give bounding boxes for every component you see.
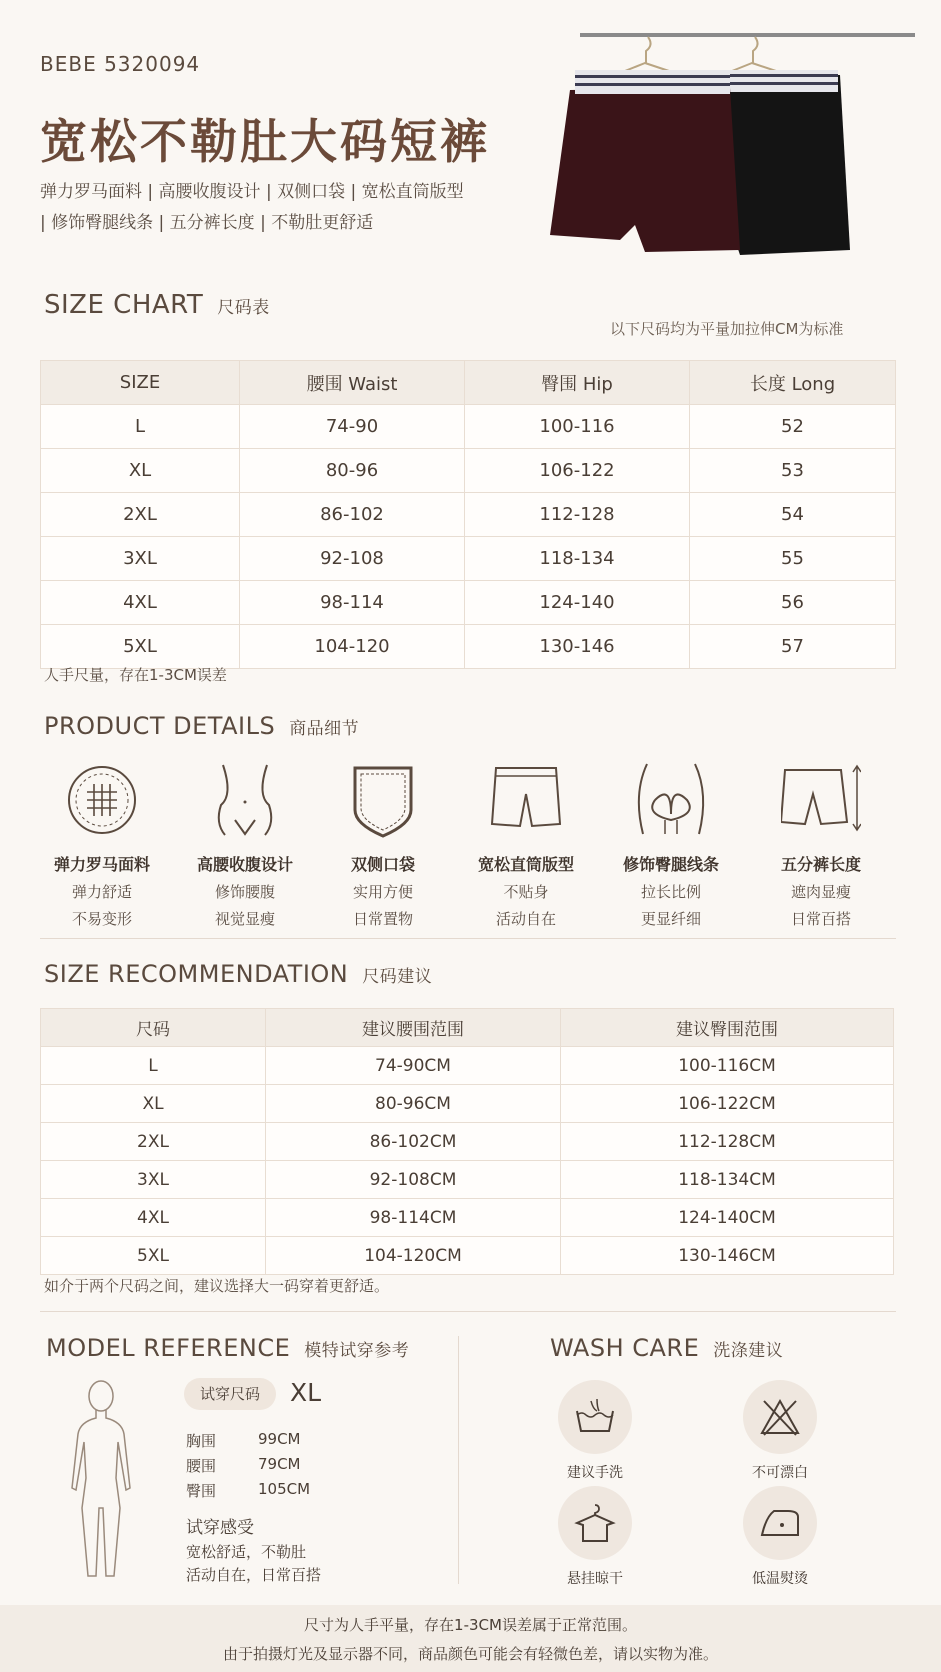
details-title: PRODUCT DETAILS	[44, 712, 276, 740]
detail-item-fabric	[27, 760, 177, 929]
table-cell: 106-122	[465, 449, 690, 493]
detail-desc: 活动自在	[495, 910, 556, 928]
table-cell: 80-96CM	[266, 1085, 561, 1123]
table-cell: 4XL	[41, 1199, 266, 1237]
footer-notice	[0, 1605, 941, 1672]
table-row	[41, 1237, 894, 1275]
table-cell: 86-102	[240, 493, 465, 537]
model-figure-icon	[62, 1378, 140, 1580]
table-header: 建议臀围范围	[561, 1009, 894, 1047]
detail-desc: 弹力舒适	[71, 883, 132, 901]
detail-label: 五分裤长度	[780, 855, 861, 874]
table-cell: 55	[690, 537, 896, 581]
wash-item-low-iron	[725, 1486, 835, 1588]
model-heading	[46, 1334, 409, 1362]
table-row	[41, 405, 896, 449]
table-row	[41, 1161, 894, 1199]
wash-item-hand	[540, 1380, 650, 1482]
table-cell: 54	[690, 493, 896, 537]
table-row	[41, 1199, 894, 1237]
table-cell: 124-140CM	[561, 1199, 894, 1237]
measure-label: 腰围	[186, 1457, 217, 1475]
table-cell: 130-146	[465, 625, 690, 669]
feature-line-1: 弹力罗马面料 | 高腰收腹设计 | 双侧口袋 | 宽松直筒版型	[40, 182, 464, 202]
hip-icon	[631, 760, 711, 840]
product-code: BEBE 5320094	[40, 52, 201, 76]
table-row	[41, 625, 896, 669]
wash-title: WASH CARE	[550, 1334, 700, 1362]
details-title-cn: 商品细节	[289, 719, 360, 739]
pocket-icon	[343, 760, 423, 840]
wash-label: 不可漂白	[752, 1465, 808, 1481]
detail-label: 宽松直筒版型	[477, 855, 574, 874]
table-cell: 74-90	[240, 405, 465, 449]
footer-line: 尺寸为人手平量，存在1-3CM误差属于正常范围。	[304, 1616, 637, 1634]
table-cell: 124-140	[465, 581, 690, 625]
detail-item-pocket	[308, 760, 458, 929]
table-cell: 118-134CM	[561, 1161, 894, 1199]
table-cell: 98-114CM	[266, 1199, 561, 1237]
low-iron-icon	[758, 1503, 802, 1543]
recommendation-heading	[44, 960, 432, 988]
detail-desc: 遮肉显瘦	[790, 883, 851, 901]
detail-desc: 日常百搭	[790, 910, 851, 928]
detail-item-shorts	[451, 760, 601, 929]
table-cell: XL	[41, 449, 240, 493]
wash-label: 建议手洗	[567, 1465, 623, 1481]
table-header: SIZE	[41, 361, 240, 405]
wash-title-cn: 洗涤建议	[713, 1341, 784, 1361]
recommendation-title-cn: 尺码建议	[362, 967, 433, 987]
wash-heading	[550, 1334, 783, 1362]
feature-line-2: | 修饰臀腿线条 | 五分裤长度 | 不勒肚更舒适	[40, 213, 374, 233]
table-cell: 92-108	[240, 537, 465, 581]
table-header: 长度 Long	[690, 361, 896, 405]
detail-desc: 视觉显瘦	[214, 910, 275, 928]
product-photo	[550, 30, 920, 275]
waist-icon	[205, 760, 285, 840]
table-cell: 4XL	[41, 581, 240, 625]
fit-feel-line: 宽松舒适，不勒肚	[186, 1543, 307, 1561]
product-title: 宽松不勒肚大码短裤	[40, 115, 490, 170]
table-cell: 104-120	[240, 625, 465, 669]
vertical-divider	[458, 1336, 459, 1584]
hanger-icon	[615, 37, 788, 75]
table-cell: 5XL	[41, 1237, 266, 1275]
hang-dry-icon	[573, 1501, 617, 1545]
table-cell: 112-128CM	[561, 1123, 894, 1161]
fit-feel-line: 活动自在，日常百搭	[186, 1566, 322, 1584]
fabric-icon	[62, 760, 142, 840]
table-row	[41, 1047, 894, 1085]
table-cell: 80-96	[240, 449, 465, 493]
table-cell: 86-102CM	[266, 1123, 561, 1161]
size-chart-heading	[44, 290, 270, 320]
model-size-tag: 试穿尺码	[184, 1378, 276, 1410]
recommendation-footnote: 如介于两个尺码之间，建议选择大一码穿着更舒适。	[44, 1277, 390, 1295]
detail-label: 弹力罗马面料	[53, 855, 150, 874]
detail-desc: 更显纤细	[640, 910, 701, 928]
table-cell: 52	[690, 405, 896, 449]
size-chart-title-cn: 尺码表	[217, 298, 270, 318]
table-header-row	[41, 1009, 894, 1047]
table-cell: XL	[41, 1085, 266, 1123]
measure-value: 105CM	[258, 1480, 311, 1498]
table-header: 尺码	[41, 1009, 266, 1047]
table-cell: 100-116CM	[561, 1047, 894, 1085]
table-cell: 5XL	[41, 625, 240, 669]
size-chart-title: SIZE CHART	[44, 290, 204, 320]
table-cell: 2XL	[41, 493, 240, 537]
table-row	[41, 581, 896, 625]
table-cell: 2XL	[41, 1123, 266, 1161]
detail-label: 双侧口袋	[350, 855, 415, 874]
detail-desc: 实用方便	[352, 883, 413, 901]
detail-item-length	[746, 760, 896, 929]
table-cell: 106-122CM	[561, 1085, 894, 1123]
wash-label: 悬挂晾干	[567, 1571, 623, 1587]
size-chart-note: 以下尺码均为平量加拉伸CM为标准	[610, 320, 844, 338]
detail-desc: 修饰腰腹	[214, 883, 275, 901]
wash-item-no-bleach	[725, 1380, 835, 1482]
detail-label: 高腰收腹设计	[196, 855, 293, 874]
fit-feel-title: 试穿感受	[186, 1518, 254, 1538]
size-recommendation-table	[40, 1008, 894, 1275]
detail-label: 修饰臀腿线条	[622, 855, 719, 874]
table-header: 建议腰围范围	[266, 1009, 561, 1047]
wash-label: 低温熨烫	[752, 1571, 808, 1587]
hand-wash-icon	[573, 1397, 617, 1437]
table-header-row	[41, 361, 896, 405]
table-header: 腰围 Waist	[240, 361, 465, 405]
wash-item-hang-dry	[540, 1486, 650, 1588]
detail-desc: 不易变形	[71, 910, 132, 928]
table-cell: 74-90CM	[266, 1047, 561, 1085]
no-bleach-icon	[758, 1397, 802, 1437]
size-chart-table	[40, 360, 896, 669]
footer-line: 由于拍摄灯光及显示器不同，商品颜色可能会有轻微色差，请以实物为准。	[222, 1645, 718, 1663]
table-cell: 56	[690, 581, 896, 625]
table-cell: 92-108CM	[266, 1161, 561, 1199]
table-cell: 118-134	[465, 537, 690, 581]
measure-value: 99CM	[258, 1430, 301, 1448]
table-row	[41, 1085, 894, 1123]
size-chart-footnote: 人手尺量，存在1-3CM误差	[44, 666, 227, 684]
table-cell: 57	[690, 625, 896, 669]
table-cell: 100-116	[465, 405, 690, 449]
burgundy-shorts	[550, 70, 740, 252]
measure-value: 79CM	[258, 1455, 301, 1473]
detail-desc: 不贴身	[503, 883, 549, 901]
model-title-cn: 模特试穿参考	[304, 1341, 410, 1361]
table-cell: 98-114	[240, 581, 465, 625]
detail-desc: 日常置物	[352, 910, 413, 928]
detail-item-hip	[596, 760, 746, 929]
table-cell: L	[41, 1047, 266, 1085]
table-cell: 53	[690, 449, 896, 493]
model-size-value: XL	[290, 1378, 322, 1407]
measure-label: 臀围	[186, 1482, 217, 1500]
table-row	[41, 1123, 894, 1161]
table-cell: 3XL	[41, 1161, 266, 1199]
table-cell: 3XL	[41, 537, 240, 581]
section-divider	[40, 938, 896, 939]
table-cell: L	[41, 405, 240, 449]
details-heading	[44, 712, 359, 740]
table-cell: 104-120CM	[266, 1237, 561, 1275]
measure-label: 胸围	[186, 1432, 217, 1450]
detail-desc: 拉长比例	[640, 883, 701, 901]
detail-item-waist	[170, 760, 320, 929]
recommendation-title: SIZE RECOMMENDATION	[44, 960, 349, 988]
table-cell: 130-146CM	[561, 1237, 894, 1275]
table-cell: 112-128	[465, 493, 690, 537]
section-divider	[40, 1311, 896, 1312]
table-row	[41, 449, 896, 493]
length-icon	[781, 760, 861, 840]
table-row	[41, 493, 896, 537]
shorts-icon	[486, 760, 566, 840]
table-row	[41, 537, 896, 581]
table-header: 臀围 Hip	[465, 361, 690, 405]
model-title: MODEL REFERENCE	[46, 1334, 291, 1362]
